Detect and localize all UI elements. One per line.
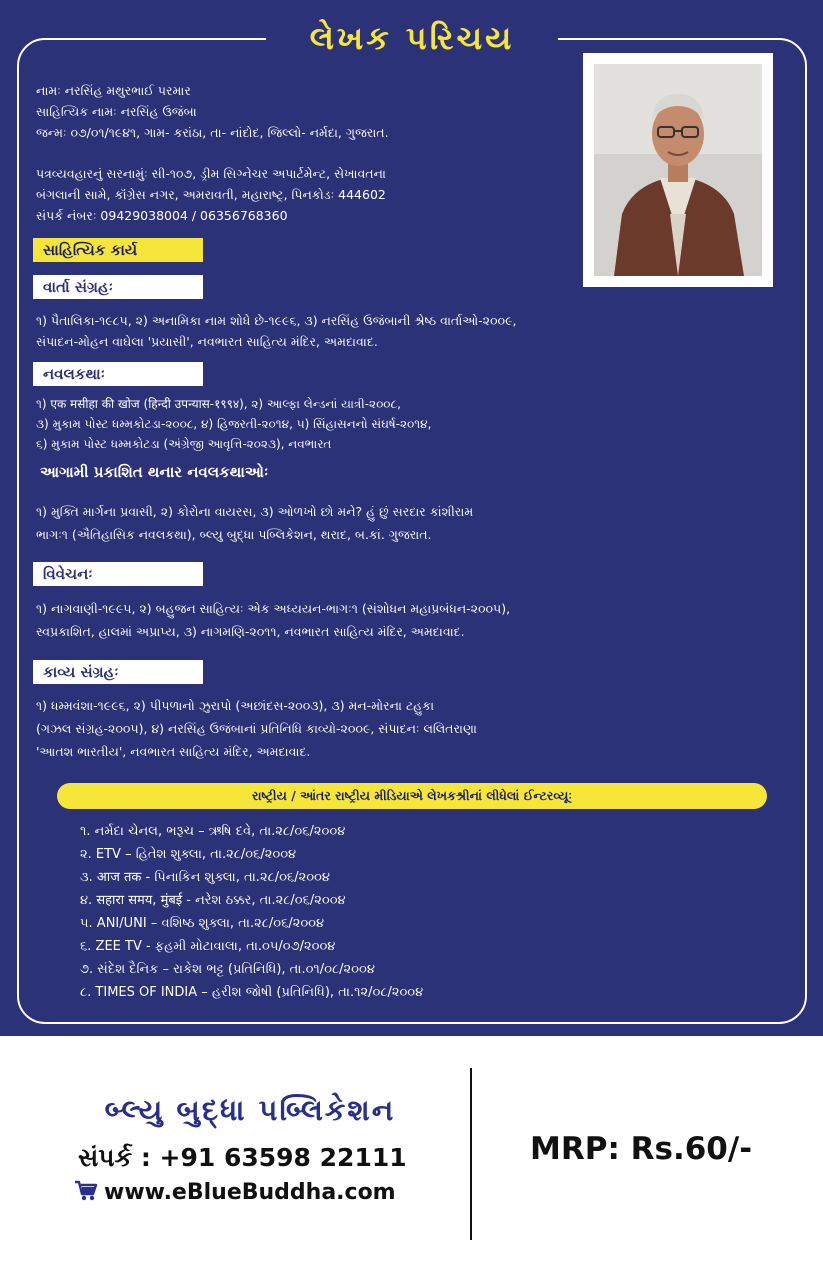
criticism-line: ૧) નાગવાણી-૧૯૯૫, ૨) બહુજન સાહિત્યઃ એક અધ્યયન-ભાગઃ૧ (સંશોધન મહાપ્રબંધન-૨૦૦૫), xyxy=(36,601,511,616)
interview-item: ૧. નર્મદા ચેનલ, ભરૂચ – ઋષિ દવે, તા.૨૮/૦૬/૨૦૦૪ xyxy=(80,824,346,839)
interview-item: ૬. ZEE TV - ફહમી મોટાવાલા, તા.૦૫/૦૭/૨૦૦૪ xyxy=(80,939,336,954)
page-title: લેખક પરિચય xyxy=(309,19,515,57)
interviews-list xyxy=(80,820,423,1004)
interview-item: ૪. सहारा समय, मुंबई - નરેશ ઠક્કર, તા.૨૮/૦૬/૨૦૦૪ xyxy=(80,893,346,908)
author-address-line1: પત્રવ્યવહારનું સરનામુંઃ સી-૧૦૭, ડ્રીમ સિગ્નેચર અપાર્ટમેન્ટ, સેખાવતના xyxy=(36,166,386,181)
upcoming-line: ૧) મુક્તિ માર્ગના પ્રવાસી, ૨) કોરોના વાયરસ, ૩) ઓળખો છો મને? હું છું સરદાર કાંશીરામ xyxy=(36,504,474,519)
novels-line: ૧) एक मसीहा की खोज (हिन्दी उपन्यास-१९९४), ૨) આલ્ફા લેન્ડનાં યાત્રી-૨૦૦૮, xyxy=(36,397,401,411)
interviews-header: રાષ્ટ્રીય / આંતર રાષ્ટ્રીય મીડિયાએ લેખકશ્રીનાં લીધેલાં ઈન્ટરવ્યૂઃ xyxy=(57,783,767,809)
novels-line: ૩) મુકામ પોસ્ટ ધમ્મકોટડા-૨૦૦૮, ૪) હિજરતી-૨૦૧૪, ૫) સિંહાસનનો સંઘર્ષ-૨૦૧૪, xyxy=(36,417,432,431)
interview-item: ૫. ANI/UNI – વશિષ્ઠ શુક્લા, તા.૨૮/૦૬/૨૦૦૪ xyxy=(80,916,325,931)
stories-line: ૧) પૈતાલિકા-૧૯૮૫, ૨) અનામિકા નામ શોધે છે-૧૯૯૬, ૩) નરસિંહ ઉજંબાની શ્રેષ્ઠ વાર્તાઓ-૨૦૦૯, xyxy=(36,313,517,328)
price-label: MRP: Rs.60/- xyxy=(530,1131,753,1167)
poetry-line: ૧) ધમ્મવંશા-૧૯૯૬, ૨) પીપળાનો ઝુરાપો (અછાંદસ-૨૦૦૩), ૩) મન-મોરના ટહુકા xyxy=(36,698,435,713)
author-address-line2: બંગલાની સામે, કૉંગ્રેસ નગર, અમરાવતી, મહારાષ્ટ્ર, પિનકોડઃ 444602 xyxy=(36,187,386,202)
upcoming-line: ભાગઃ૧ (ઐતિહાસિક નવલકથા), બ્લ્યુ બુદ્ધા પબ્લિકેશન, થરાદ, બ.કાં. ગુજરાત. xyxy=(36,527,432,542)
poetry-header: કાવ્ય સંગ્રહઃ xyxy=(33,660,203,684)
publisher-name: બ્લ્યુ બુદ્ધા પબ્લિકેશન xyxy=(104,1093,396,1127)
criticism-header: વિવેચનઃ xyxy=(33,562,203,586)
author-birth: જન્મઃ ૦૭/૦૧/૧૯૪૧, ગામ- કરાંઠા, તા- નાંદોદ, જિલ્લો- નર્મદા, ગુજરાત. xyxy=(36,125,389,140)
author-pen-name: સાહિત્યિક નામઃ નરસિંહ ઉજંબા xyxy=(36,104,197,119)
author-photo xyxy=(583,53,773,287)
website-text: www.eBlueBuddha.com xyxy=(104,1180,396,1205)
author-phone: સંપર્ક નંબરઃ 09429038004 / 06356768360 xyxy=(36,208,288,223)
novels-line: ૬) મુકામ પોસ્ટ ધમ્મકોટડા (અંગ્રેજી આવૃત્તિ-૨૦૨૩), નવભારત xyxy=(36,437,332,451)
footer-divider xyxy=(470,1068,472,1240)
stories-line: સંપાદન-મોહન વાઘેલા 'પ્રયાસી', નવભારત સાહિત્ય મંદિર, અમદાવાદ. xyxy=(36,334,378,349)
interview-item: ૭. સંદેશ દૈનિક – રાકેશ ભટ્ટ (પ્રતિનિધિ), તા.૦૧/૦૮/૨૦૦૪ xyxy=(80,962,375,977)
author-name: નામઃ નરસિંહ મથુરભાઈ પરમાર xyxy=(36,83,191,98)
upcoming-header: આગામી પ્રકાશિત થનાર નવલકથાઓઃ xyxy=(40,463,269,481)
interview-item: ૩. आज तक - પિનાકિન શુક્લા, તા.૨૮/૦૬/૨૦૦૪ xyxy=(80,870,330,885)
novels-header: નવલકથાઃ xyxy=(33,362,203,386)
interview-item: ૨. ETV – હિતેશ શુક્લા, તા.૨૮/૦૬/૨૦૦૪ xyxy=(80,847,297,862)
cart-icon xyxy=(74,1180,98,1202)
publisher-website[interactable] xyxy=(74,1180,396,1205)
publisher-contact: સંપર્ક : +91 63598 22111 xyxy=(78,1143,407,1172)
stories-header: વાર્તા સંગ્રહઃ xyxy=(33,275,203,299)
criticism-line: સ્વપ્રકાશિત, હાલમાં અપ્રાપ્ય, ૩) નાગમણિ-૨૦૧૧, નવભારત સાહિત્ય મંદિર, અમદાવાદ. xyxy=(36,624,465,639)
literary-work-header: સાહિત્યિક કાર્ય xyxy=(33,238,203,262)
interview-item: ૮. TIMES OF INDIA – હરીશ જોષી (પ્રતિનિધિ), તા.૧૨/૦૮/૨૦૦૪ xyxy=(80,985,424,1000)
poetry-line: 'આતશ ભારતીય', નવભારત સાહિત્ય મંદિર, અમદાવાદ. xyxy=(36,744,311,759)
poetry-line: (ગઝલ સંગ્રહ-૨૦૦૫), ૪) નરસિંહ ઉજંબાનાં પ્રતિનિધિ કાવ્યો-૨૦૦૯, સંપાદનઃ લલિતરાણા xyxy=(36,721,477,736)
